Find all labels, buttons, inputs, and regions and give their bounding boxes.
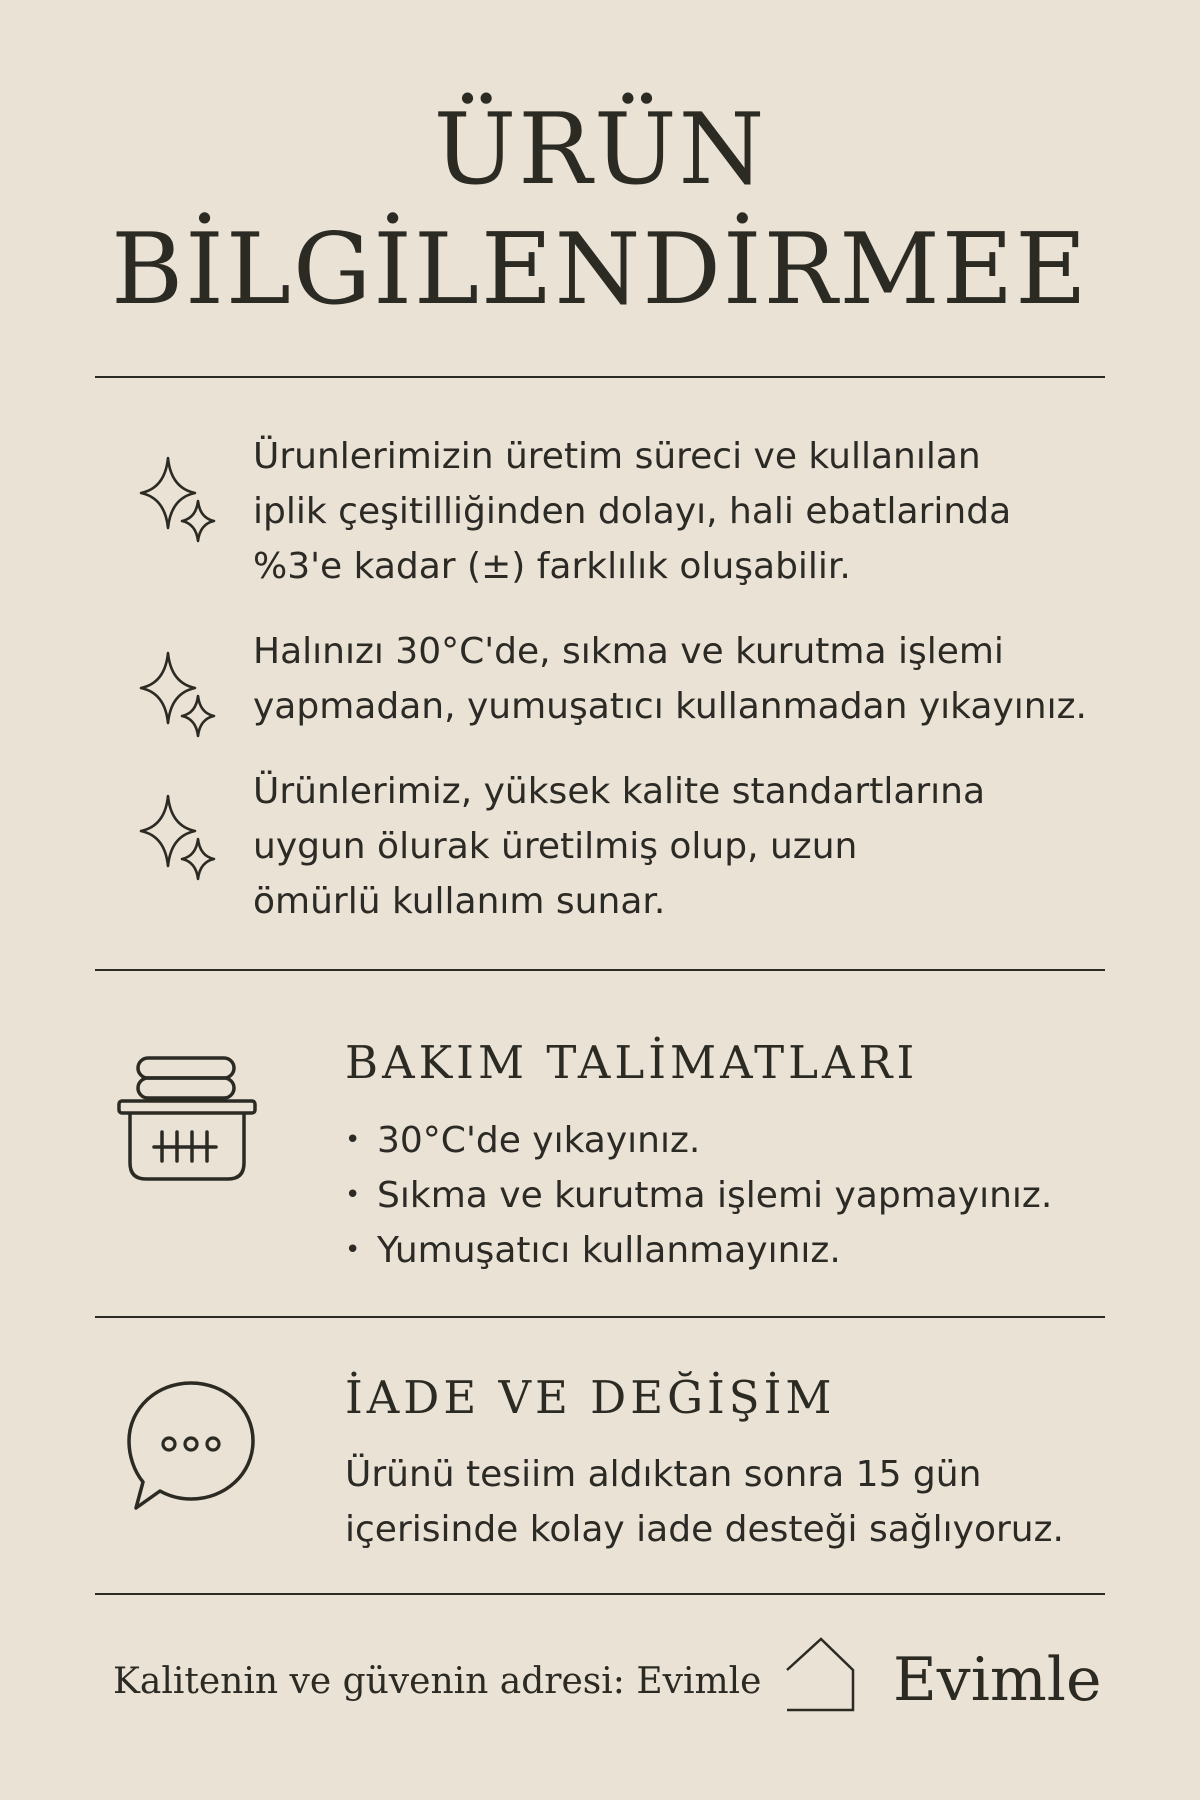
divider-top [95, 376, 1105, 378]
divider-lower [95, 1316, 1105, 1318]
returns-text [345, 1447, 1145, 1557]
laundry-basket-icon [116, 1055, 258, 1185]
brand-logo: Evimle [893, 1645, 1102, 1715]
house-outline-icon [785, 1636, 855, 1712]
page-title-line-1: ÜRÜN [433, 93, 767, 207]
sparkle-icon [138, 650, 218, 740]
divider-bottom [95, 1593, 1105, 1595]
care-list [345, 1113, 1052, 1278]
returns-heading: İADE VE DEĞİŞİM [345, 1371, 836, 1424]
info-point-3-line-1: Ürünlerimiz, yüksek kalite standartlarına [253, 771, 986, 812]
info-point-1-line-2: iplik çeşitilliğinden dolayı, hali ebatlarinda [253, 491, 1012, 532]
returns-line-1: Ürünü tesiim aldıktan sonra 15 gün [345, 1454, 982, 1495]
info-point-1 [253, 429, 1153, 594]
info-point-2-line-2: yapmadan, yumuşatıcı kullanmadan yıkayınız. [253, 686, 1087, 727]
sparkle-icon [138, 793, 218, 883]
returns-line-2: içerisinde kolay iade desteği sağlıyoruz. [345, 1509, 1064, 1550]
info-point-3-line-2: uygun ölurak üretilmiş olup, uzun [253, 826, 858, 867]
page-title-line-2: BİLGİLENDİRMEE [111, 213, 1089, 327]
info-point-2 [253, 624, 1153, 734]
info-point-1-line-1: Ürunlerimizin üretim süreci ve kullanılan [253, 436, 981, 477]
page-title [0, 90, 1200, 330]
info-point-3 [253, 764, 1153, 929]
care-item-2: • Sıkma ve kurutma işlemi yapmayınız. [345, 1168, 1052, 1223]
care-item-3: • Yumuşatıcı kullanmayınız. [345, 1223, 1052, 1278]
info-point-3-line-3: ömürlü kullanım sunar. [253, 881, 666, 922]
footer-slogan: Kalitenin ve güvenin adresi: Evimle [113, 1661, 762, 1702]
care-heading: BAKIM TALİMATLARI [345, 1036, 919, 1089]
info-point-2-line-1: Halınızı 30°C'de, sıkma ve kurutma işlemi [253, 631, 1004, 672]
divider-middle [95, 969, 1105, 971]
speech-bubble-icon [124, 1378, 258, 1514]
care-item-1: • 30°C'de yıkayınız. [345, 1113, 1052, 1168]
sparkle-icon [138, 455, 218, 545]
info-point-1-line-3: %3'e kadar (±) farklılık oluşabilir. [253, 546, 851, 587]
